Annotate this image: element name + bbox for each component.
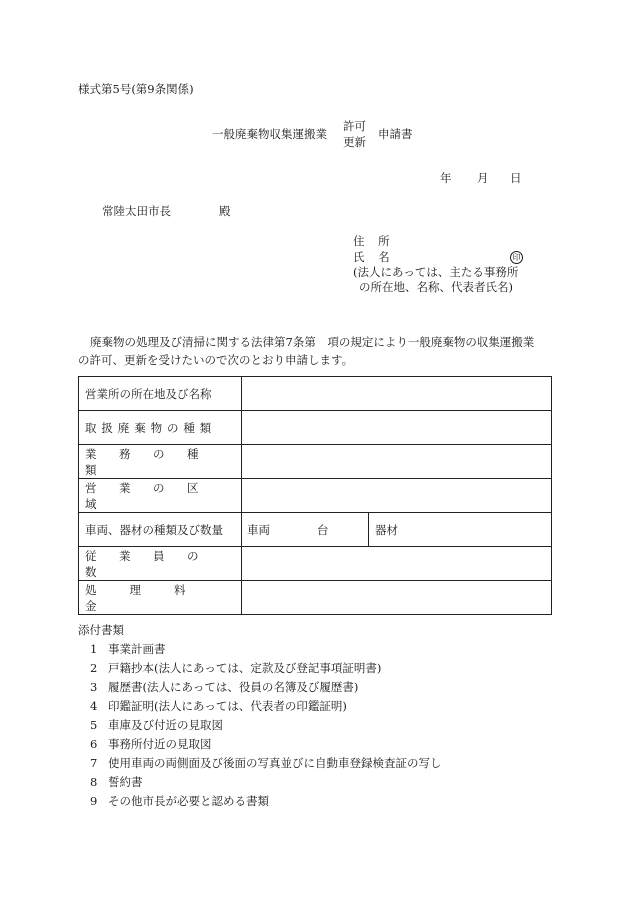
label-processing-fee: 処理料金 xyxy=(79,581,242,615)
table-row xyxy=(79,513,552,547)
date-day: 日 xyxy=(510,171,522,185)
title-option-permit: 許可 xyxy=(343,119,366,133)
title-option-renewal: 更新 xyxy=(343,135,366,149)
form-number: 様式第5号(第9条関係) xyxy=(78,82,194,96)
list-item: 5 車庫及び付近の見取図 xyxy=(90,718,223,732)
field-equipment[interactable] xyxy=(369,513,551,546)
table-row xyxy=(79,547,552,581)
field-business-area[interactable] xyxy=(242,479,552,513)
field-vehicles-equipment xyxy=(242,513,552,547)
label-business-area: 営業の区域 xyxy=(79,479,242,513)
body-text-line2: の許可、更新を受けたいので次のとおり申請します。 xyxy=(78,353,354,367)
date-month: 月 xyxy=(477,171,489,185)
list-item: 8 誓約書 xyxy=(90,775,143,789)
attachments-heading: 添付書類 xyxy=(78,623,124,637)
field-employee-count[interactable] xyxy=(242,547,552,581)
list-item: 4 印鑑証明(法人にあっては、代表者の印鑑証明) xyxy=(90,699,347,713)
label-vehicles-equipment: 車両、器材の種類及び数量 xyxy=(79,513,242,547)
list-item: 7 使用車両の両側面及び後面の写真並びに自動車登録検査証の写し xyxy=(90,756,442,770)
application-table xyxy=(78,376,552,615)
list-item: 9 その他市長が必要と認める書類 xyxy=(90,794,269,808)
seal-mark xyxy=(510,249,523,264)
applicant-note-line1: (法人にあっては、主たる事務所 xyxy=(353,265,519,279)
list-item: 3 履歴書(法人にあっては、役員の名簿及び履歴書) xyxy=(90,680,359,694)
address-label: 住 所 xyxy=(353,234,390,248)
date-year: 年 xyxy=(440,171,452,185)
vehicle-label: 車両 xyxy=(247,522,270,537)
table-row xyxy=(79,445,552,479)
title-main: 一般廃棄物収集運搬業 xyxy=(212,127,327,141)
field-office-location[interactable] xyxy=(242,377,552,411)
label-office-location: 営業所の所在地及び名称 xyxy=(79,377,242,411)
addressee-honorific: 殿 xyxy=(219,204,231,218)
title-suffix: 申請書 xyxy=(378,127,413,141)
list-item: 6 事務所付近の見取図 xyxy=(90,737,212,751)
label-waste-types: 取扱廃棄物の種類 xyxy=(79,411,242,445)
label-employee-count: 従業員の数 xyxy=(79,547,242,581)
field-vehicle-count[interactable] xyxy=(242,513,369,546)
addressee-name: 常陸太田市長 xyxy=(102,204,171,218)
field-waste-types[interactable] xyxy=(242,411,552,445)
label-business-type: 業務の種類 xyxy=(79,445,242,479)
seal-icon: 印 xyxy=(510,251,523,264)
body-text-line1: 廃棄物の処理及び清掃に関する法律第7条第 項の規定により一般廃棄物の収集運搬業 xyxy=(90,335,535,349)
name-label: 氏 名 xyxy=(353,250,390,264)
field-processing-fee[interactable] xyxy=(242,581,552,615)
table-row xyxy=(79,377,552,411)
equipment-label: 器材 xyxy=(375,522,398,537)
vehicle-unit-label: 台 xyxy=(317,522,329,537)
table-row xyxy=(79,581,552,615)
table-row xyxy=(79,479,552,513)
applicant-note-line2: の所在地、名称、代表者氏名) xyxy=(359,280,513,294)
list-item: 2 戸籍抄本(法人にあっては、定款及び登記事項証明書) xyxy=(90,661,382,675)
field-business-type[interactable] xyxy=(242,445,552,479)
table-row xyxy=(79,411,552,445)
list-item: 1 事業計画書 xyxy=(90,642,166,656)
